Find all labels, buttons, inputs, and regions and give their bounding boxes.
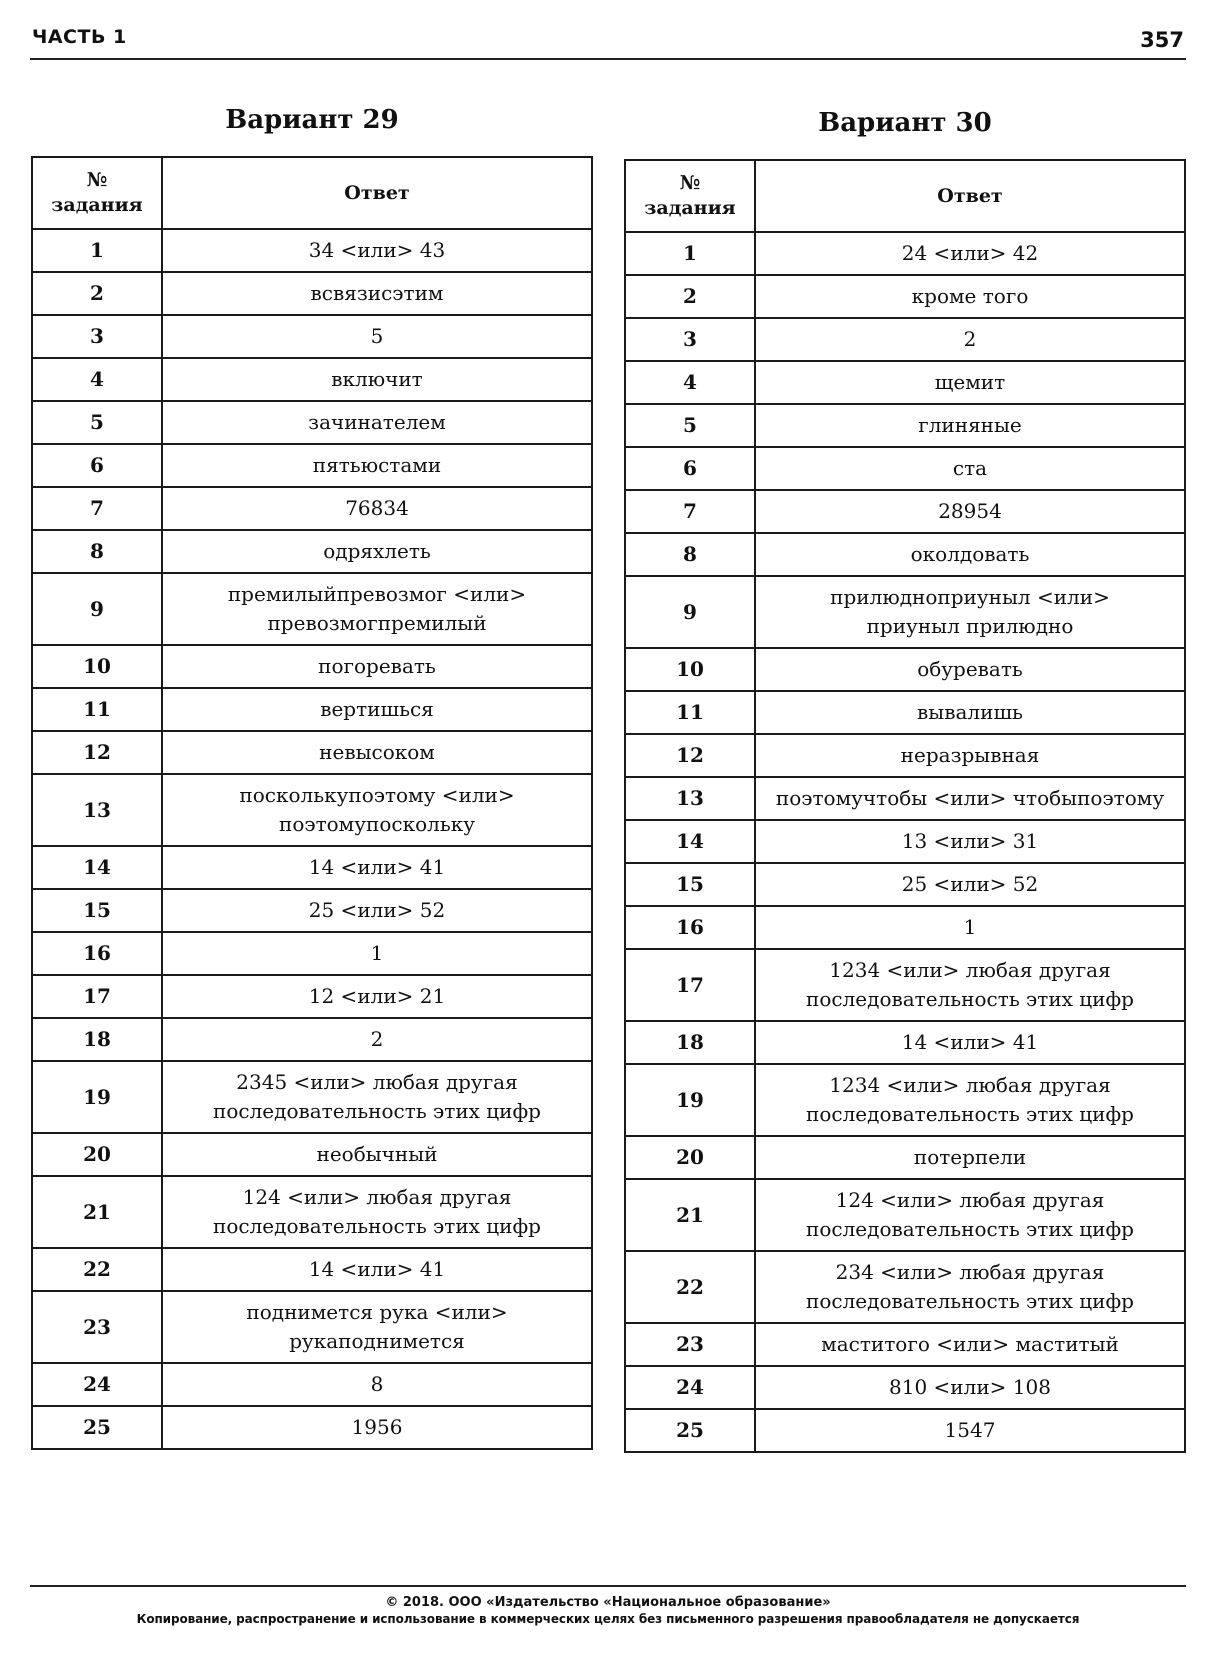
task-answer: 1 xyxy=(755,906,1185,949)
table-row xyxy=(625,533,1185,576)
task-answer: всвязисэтим xyxy=(162,272,592,315)
task-answer: 1234 <или> любая другая последовательность этих цифр xyxy=(755,949,1185,1021)
task-number: 18 xyxy=(625,1021,755,1064)
table-row xyxy=(32,932,592,975)
task-number: 10 xyxy=(625,648,755,691)
task-number: 4 xyxy=(32,358,162,401)
task-answer: маститого <или> маститый xyxy=(755,1323,1185,1366)
task-answer: посколькупоэтому <или> поэтомупоскольку xyxy=(162,774,592,846)
table-row xyxy=(32,229,592,272)
task-number: 11 xyxy=(32,688,162,731)
table-row xyxy=(32,1291,592,1363)
task-number: 14 xyxy=(625,820,755,863)
task-number: 2 xyxy=(32,272,162,315)
table-row xyxy=(32,530,592,573)
task-number: 21 xyxy=(32,1176,162,1248)
task-answer: 76834 xyxy=(162,487,592,530)
task-number: 6 xyxy=(625,447,755,490)
task-number: 18 xyxy=(32,1018,162,1061)
table-row xyxy=(32,358,592,401)
table-row xyxy=(625,1179,1185,1251)
task-number: 25 xyxy=(625,1409,755,1452)
task-answer: 13 <или> 31 xyxy=(755,820,1185,863)
task-number: 16 xyxy=(625,906,755,949)
task-number: 15 xyxy=(625,863,755,906)
task-answer: премилыйпревозмог <или> превозмогпремилый xyxy=(162,573,592,645)
task-answer: глиняные xyxy=(755,404,1185,447)
task-number: 13 xyxy=(625,777,755,820)
task-number: 20 xyxy=(625,1136,755,1179)
task-answer: 12 <или> 21 xyxy=(162,975,592,1018)
task-number: 25 xyxy=(32,1406,162,1449)
section-label: ЧАСТЬ 1 xyxy=(32,26,127,48)
task-answer: необычный xyxy=(162,1133,592,1176)
task-answer: невысоком xyxy=(162,731,592,774)
task-answer: 8 xyxy=(162,1363,592,1406)
task-answer: зачинателем xyxy=(162,401,592,444)
table-row xyxy=(625,275,1185,318)
task-number: 22 xyxy=(32,1248,162,1291)
task-number: 22 xyxy=(625,1251,755,1323)
task-answer: ста xyxy=(755,447,1185,490)
task-number: 24 xyxy=(32,1363,162,1406)
table-row xyxy=(32,573,592,645)
table-row xyxy=(625,361,1185,404)
table-row xyxy=(625,318,1185,361)
variant-30-block xyxy=(624,100,1186,1453)
copyright-line: © 2018. ООО «Издательство «Национальное образование» xyxy=(385,1595,831,1610)
table-row xyxy=(32,1018,592,1061)
task-answer: 5 xyxy=(162,315,592,358)
table-row xyxy=(32,889,592,932)
task-number: 6 xyxy=(32,444,162,487)
task-number: 17 xyxy=(625,949,755,1021)
table-row xyxy=(625,1251,1185,1323)
table-row xyxy=(32,401,592,444)
page-number: 357 xyxy=(1140,28,1184,52)
task-number: 12 xyxy=(625,734,755,777)
task-answer: 25 <или> 52 xyxy=(162,889,592,932)
task-number: 2 xyxy=(625,275,755,318)
table-row xyxy=(32,774,592,846)
task-answer: погоревать xyxy=(162,645,592,688)
table-row xyxy=(625,863,1185,906)
task-answer: 25 <или> 52 xyxy=(755,863,1185,906)
task-answer: неразрывная xyxy=(755,734,1185,777)
table-row xyxy=(625,1366,1185,1409)
task-number: 16 xyxy=(32,932,162,975)
task-answer: включит xyxy=(162,358,592,401)
table-row xyxy=(32,1176,592,1248)
column-header-number: № задания xyxy=(32,157,162,229)
table-row xyxy=(32,315,592,358)
table-header-row xyxy=(32,157,592,229)
task-number: 1 xyxy=(32,229,162,272)
table-row xyxy=(625,447,1185,490)
table-row xyxy=(32,1248,592,1291)
table-header-row xyxy=(625,160,1185,232)
task-number: 13 xyxy=(32,774,162,846)
table-row xyxy=(625,1136,1185,1179)
table-row xyxy=(625,1323,1185,1366)
table-row xyxy=(32,975,592,1018)
table-row xyxy=(32,1133,592,1176)
task-answer: кроме того xyxy=(755,275,1185,318)
task-answer: 1234 <или> любая другая последовательность этих цифр xyxy=(755,1064,1185,1136)
table-row xyxy=(32,444,592,487)
column-header-number: № задания xyxy=(625,160,755,232)
task-answer: одряхлеть xyxy=(162,530,592,573)
copyright-notice: Копирование, распространение и использование в коммерческих целях без письменного разрешения правообладателя не допускается xyxy=(136,1612,1080,1626)
task-number: 8 xyxy=(32,530,162,573)
table-row xyxy=(32,1363,592,1406)
table-row xyxy=(32,731,592,774)
page-header xyxy=(30,20,1186,60)
task-answer: 14 <или> 41 xyxy=(755,1021,1185,1064)
task-number: 3 xyxy=(625,318,755,361)
table-row xyxy=(625,949,1185,1021)
task-number: 17 xyxy=(32,975,162,1018)
task-answer: 810 <или> 108 xyxy=(755,1366,1185,1409)
table-row xyxy=(625,1064,1185,1136)
task-number: 4 xyxy=(625,361,755,404)
task-answer: 1956 xyxy=(162,1406,592,1449)
variant-title: Вариант 30 xyxy=(818,108,992,138)
table-row xyxy=(625,648,1185,691)
task-answer: 2345 <или> любая другая последовательность этих цифр xyxy=(162,1061,592,1133)
task-number: 20 xyxy=(32,1133,162,1176)
table-row xyxy=(32,846,592,889)
task-answer: пятьюстами xyxy=(162,444,592,487)
table-row xyxy=(625,576,1185,648)
task-answer: обуревать xyxy=(755,648,1185,691)
table-row xyxy=(625,820,1185,863)
column-header-answer: Ответ xyxy=(755,160,1185,232)
task-number: 19 xyxy=(625,1064,755,1136)
answers-table xyxy=(31,156,593,1450)
table-row xyxy=(32,1406,592,1449)
table-row xyxy=(625,232,1185,275)
column-header-answer: Ответ xyxy=(162,157,592,229)
table-row xyxy=(625,404,1185,447)
task-answer: 28954 xyxy=(755,490,1185,533)
task-answer: потерпели xyxy=(755,1136,1185,1179)
task-number: 5 xyxy=(32,401,162,444)
task-number: 7 xyxy=(32,487,162,530)
task-answer: вывалишь xyxy=(755,691,1185,734)
task-answer: 234 <или> любая другая последовательность этих цифр xyxy=(755,1251,1185,1323)
variant-29-block xyxy=(31,100,593,1450)
task-answer: прилюдноприуныл <или> приуныл прилюдно xyxy=(755,576,1185,648)
task-number: 14 xyxy=(32,846,162,889)
task-number: 5 xyxy=(625,404,755,447)
table-row xyxy=(625,777,1185,820)
task-number: 12 xyxy=(32,731,162,774)
task-answer: поднимется рука <или> рукаподнимется xyxy=(162,1291,592,1363)
task-number: 11 xyxy=(625,691,755,734)
variant-title: Вариант 29 xyxy=(225,105,399,135)
task-number: 9 xyxy=(625,576,755,648)
table-row xyxy=(32,1061,592,1133)
table-row xyxy=(625,906,1185,949)
task-answer: 2 xyxy=(755,318,1185,361)
task-answer: щемит xyxy=(755,361,1185,404)
table-row xyxy=(625,1021,1185,1064)
table-row xyxy=(32,645,592,688)
task-number: 23 xyxy=(625,1323,755,1366)
task-number: 23 xyxy=(32,1291,162,1363)
task-number: 1 xyxy=(625,232,755,275)
table-row xyxy=(625,1409,1185,1452)
task-number: 15 xyxy=(32,889,162,932)
table-row xyxy=(625,734,1185,777)
task-number: 3 xyxy=(32,315,162,358)
table-row xyxy=(32,272,592,315)
task-answer: поэтомучтобы <или> чтобыпоэтому xyxy=(755,777,1185,820)
task-number: 21 xyxy=(625,1179,755,1251)
page-footer xyxy=(30,1585,1186,1627)
task-answer: 14 <или> 41 xyxy=(162,1248,592,1291)
task-number: 10 xyxy=(32,645,162,688)
task-answer: 14 <или> 41 xyxy=(162,846,592,889)
table-row xyxy=(32,688,592,731)
task-answer: вертишься xyxy=(162,688,592,731)
table-row xyxy=(625,691,1185,734)
task-number: 24 xyxy=(625,1366,755,1409)
task-answer: 2 xyxy=(162,1018,592,1061)
answers-table xyxy=(624,159,1186,1453)
task-answer: околдовать xyxy=(755,533,1185,576)
task-answer: 1547 xyxy=(755,1409,1185,1452)
task-number: 19 xyxy=(32,1061,162,1133)
task-number: 8 xyxy=(625,533,755,576)
task-number: 9 xyxy=(32,573,162,645)
task-answer: 124 <или> любая другая последовательность этих цифр xyxy=(755,1179,1185,1251)
task-answer: 1 xyxy=(162,932,592,975)
task-answer: 34 <или> 43 xyxy=(162,229,592,272)
table-row xyxy=(625,490,1185,533)
task-number: 7 xyxy=(625,490,755,533)
table-row xyxy=(32,487,592,530)
task-answer: 24 <или> 42 xyxy=(755,232,1185,275)
task-answer: 124 <или> любая другая последовательность этих цифр xyxy=(162,1176,592,1248)
